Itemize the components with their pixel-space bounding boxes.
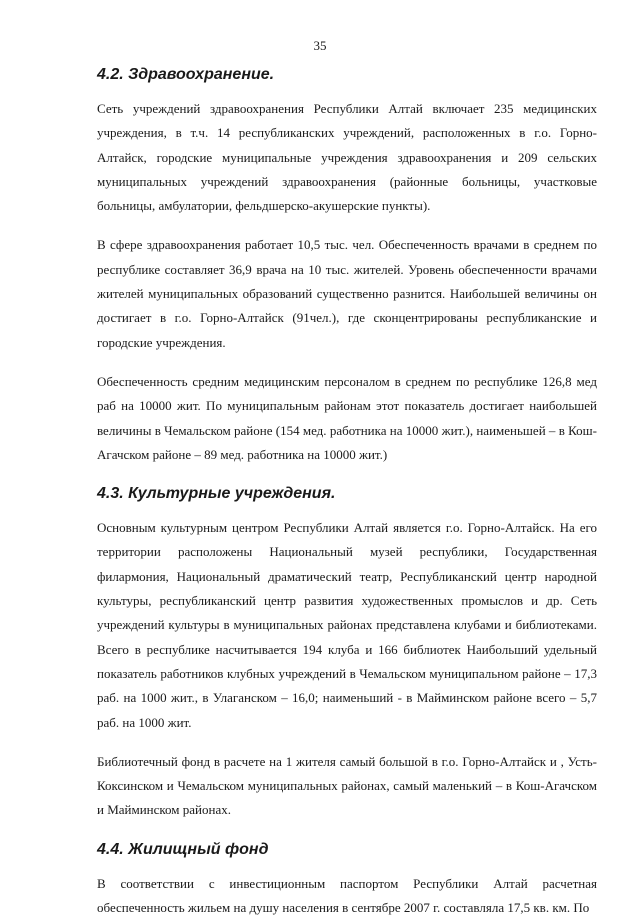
- paragraph: [97, 750, 597, 823]
- section-heading-housing: 4.4. Жилищный фонд: [97, 840, 269, 858]
- paragraph-text: Библиотечный фонд в расчете на 1 жителя самый большой в г.о. Горно-Алтайск и , Усть-Коксинском и Чемальском муниципальных районах, самый маленький – в Кош-Агачском и Майминском районах.: [97, 753, 597, 818]
- document-body: [97, 64, 597, 920]
- paragraph: [97, 370, 597, 467]
- paragraph: [97, 872, 597, 920]
- paragraph: [97, 516, 597, 735]
- paragraph-text: В соответствии с инвестиционным паспортом Республики Алтай расчетная обеспеченность жильем на душу населения в сентябре 2007 г. составляла 17,5 кв. км. По: [97, 875, 597, 916]
- paragraph-text: В сфере здравоохранения работает 10,5 тыс. чел. Обеспеченность врачами в среднем по республике составляет 36,9 врача на 10 тыс. жителей. Уровень обеспеченности врачами жителей муниципальных образований существенно разнится. Наибольшей величины он достигает в г.о. Горно-Алтайск (91чел.), где сконцентрированы республиканские и городские учреждения.: [97, 237, 597, 350]
- section-heading-healthcare: 4.2. Здравоохранение.: [97, 66, 275, 83]
- paragraph: [97, 97, 597, 218]
- paragraph-text: Сеть учреждений здравоохранения Республики Алтай включает 235 медицинских учреждения, в т.ч. 14 республиканских учреждений, расположенных в г.о. Горно-Алтайск, городские муниципальные учреждения здравоохранения и 209 сельских муниципальных учреждений здравоохранения (районные больницы, участковые больницы, амбулатории, фельдшерско-акушерские пункты).: [97, 101, 597, 214]
- paragraph-text: Обеспеченность средним медицинским персоналом в среднем по республике 126,8 мед раб на 10000 жит. По муниципальным районам этот показатель достигает наибольшей величины в Чемальском районе (154 мед. работника на 10000 жит.), наименьшей – в Кош-Агачском районе – 89 мед. работника на 10000 жит.): [97, 373, 597, 462]
- page-number: 35: [313, 38, 327, 53]
- paragraph: [97, 233, 597, 354]
- section-heading-culture: 4.3. Культурные учреждения.: [97, 485, 336, 503]
- paragraph-text: Основным культурным центром Республики Алтай является г.о. Горно-Алтайск. На его территории расположены Национальный музей республики, Государственная филармония, Национальный драматический театр, Республиканский центр народной культуры, республиканский центр развития художественных промыслов и др. Сеть учреждений культуры в муниципальных районах представлена клубами и библиотеками. Всего в республике насчитывается 194 клуба и 166 библиотек Наибольший удельный показатель работников клубных учреждений в Чемальском муниципальном районе – 17,3 раб. на 1000 жит., в Улаганском – 16,0; наименьший - в Майминском районе всего – 5,7 раб. на 1000 жит.: [97, 520, 597, 730]
